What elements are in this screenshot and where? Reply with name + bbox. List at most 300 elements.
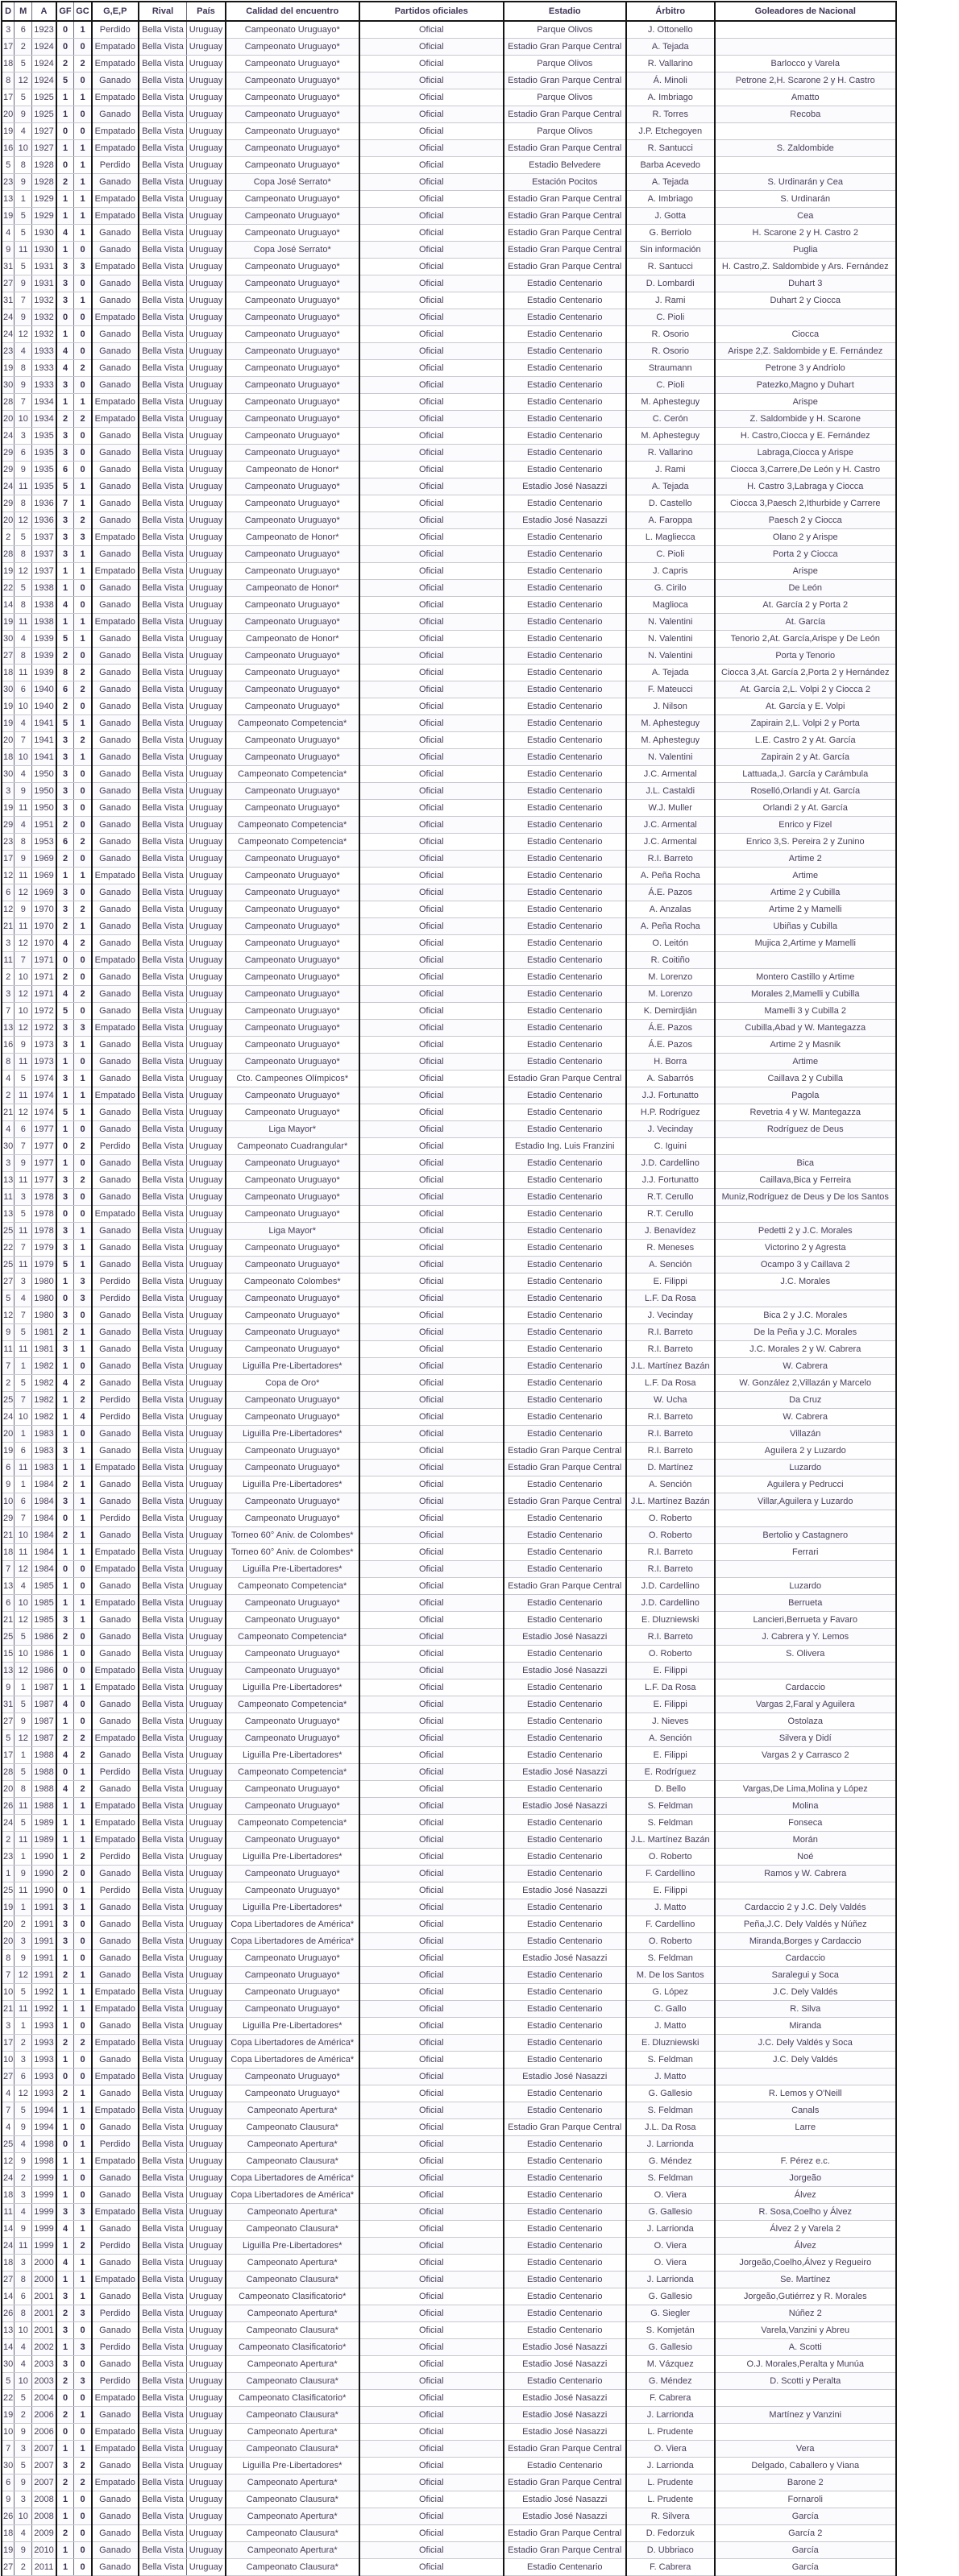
cell-stadium: Estadio Centenario xyxy=(504,2136,626,2153)
cell-day: 2 xyxy=(2,969,15,986)
cell-day: 31 xyxy=(2,292,15,309)
cell-official: Oficial xyxy=(359,1206,504,1223)
cell-day: 10 xyxy=(2,1493,15,1510)
cell-goals-against: 1 xyxy=(74,1460,92,1476)
cell-day: 29 xyxy=(2,1510,15,1527)
cell-goals-for: 4 xyxy=(56,343,74,360)
cell-scorers: Amatto xyxy=(715,89,896,106)
cell-country: Uruguay xyxy=(187,1679,226,1696)
cell-official: Oficial xyxy=(359,1392,504,1409)
cell-day: 22 xyxy=(2,2390,15,2407)
cell-goals-for: 4 xyxy=(56,2255,74,2272)
cell-country: Uruguay xyxy=(187,648,226,665)
cell-result: Ganado xyxy=(92,106,139,123)
cell-country: Uruguay xyxy=(187,580,226,597)
cell-match-type: Campeonato Uruguayo* xyxy=(226,1341,359,1358)
cell-result: Ganado xyxy=(92,2458,139,2475)
cell-goals-against: 0 xyxy=(74,2559,92,2576)
cell-scorers: Porta 2 y Ciocca xyxy=(715,546,896,563)
cell-result: Ganado xyxy=(92,1324,139,1341)
cell-rival: Bella Vista xyxy=(139,1696,187,1713)
cell-result: Empatado xyxy=(92,123,139,140)
table-row xyxy=(2,1832,896,1849)
cell-referee: M. Vázquez xyxy=(626,2356,715,2373)
cell-scorers: Cardaccio xyxy=(715,1950,896,1967)
cell-scorers: Arispe 2,Z. Saldombide y E. Fernández xyxy=(715,343,896,360)
cell-year: 1983 xyxy=(32,1460,56,1476)
cell-goals-against: 1 xyxy=(74,563,92,580)
cell-scorers: At. García y E. Volpi xyxy=(715,698,896,715)
cell-official: Oficial xyxy=(359,1527,504,1544)
cell-day: 28 xyxy=(2,546,15,563)
cell-year: 1984 xyxy=(32,1476,56,1493)
cell-month: 11 xyxy=(15,614,32,631)
cell-referee: J. Vecinday xyxy=(626,1121,715,1138)
cell-country: Uruguay xyxy=(187,1054,226,1071)
cell-stadium: Estadio Gran Parque Central xyxy=(504,1071,626,1087)
cell-result: Ganado xyxy=(92,445,139,462)
cell-rival: Bella Vista xyxy=(139,580,187,597)
cell-goals-against: 2 xyxy=(74,2035,92,2052)
cell-stadium: Estadio Centenario xyxy=(504,2035,626,2052)
cell-day: 18 xyxy=(2,2525,15,2542)
cell-year: 1987 xyxy=(32,1696,56,1713)
cell-referee: J.L. Castaldi xyxy=(626,783,715,800)
cell-goals-for: 1 xyxy=(56,2187,74,2204)
cell-result: Ganado xyxy=(92,1916,139,1933)
cell-result: Perdido xyxy=(92,1849,139,1866)
cell-scorers: Canals xyxy=(715,2102,896,2119)
cell-goals-for: 1 xyxy=(56,1679,74,1696)
cell-goals-for: 1 xyxy=(56,1984,74,2001)
cell-result: Empatado xyxy=(92,191,139,208)
cell-official: Oficial xyxy=(359,1240,504,1257)
cell-result: Ganado xyxy=(92,766,139,783)
cell-match-type: Copa Libertadores de América* xyxy=(226,1933,359,1950)
cell-official: Oficial xyxy=(359,918,504,935)
cell-country: Uruguay xyxy=(187,309,226,326)
cell-result: Ganado xyxy=(92,1646,139,1663)
cell-goals-against: 0 xyxy=(74,2390,92,2407)
cell-country: Uruguay xyxy=(187,2035,226,2052)
table-row xyxy=(2,462,896,478)
table-row xyxy=(2,1933,896,1950)
cell-stadium: Estadio Centenario xyxy=(504,1730,626,1747)
cell-goals-for: 2 xyxy=(56,1476,74,1493)
cell-result: Ganado xyxy=(92,935,139,952)
cell-month: 12 xyxy=(15,512,32,529)
cell-match-type: Campeonato Uruguayo* xyxy=(226,1510,359,1527)
cell-official: Oficial xyxy=(359,665,504,681)
cell-official: Oficial xyxy=(359,123,504,140)
cell-rival: Bella Vista xyxy=(139,1798,187,1815)
cell-scorers: S. Olivera xyxy=(715,1646,896,1663)
cell-month: 4 xyxy=(15,817,32,834)
table-row xyxy=(2,123,896,140)
cell-stadium: Estadio Centenario xyxy=(504,1392,626,1409)
table-row xyxy=(2,39,896,56)
cell-goals-against: 1 xyxy=(74,495,92,512)
cell-referee: Á.E. Pazos xyxy=(626,1020,715,1037)
cell-official: Oficial xyxy=(359,2170,504,2187)
cell-year: 2011 xyxy=(32,2559,56,2576)
cell-month: 7 xyxy=(15,1240,32,1257)
cell-month: 11 xyxy=(15,1798,32,1815)
cell-goals-for: 1 xyxy=(56,106,74,123)
cell-match-type: Campeonato Competencia* xyxy=(226,766,359,783)
cell-rival: Bella Vista xyxy=(139,732,187,749)
cell-year: 1923 xyxy=(32,21,56,39)
cell-match-type: Campeonato Competencia* xyxy=(226,817,359,834)
cell-referee: G. Siegler xyxy=(626,2305,715,2322)
cell-result: Ganado xyxy=(92,1967,139,1984)
cell-goals-for: 4 xyxy=(56,360,74,377)
cell-country: Uruguay xyxy=(187,1307,226,1324)
cell-goals-for: 1 xyxy=(56,2508,74,2525)
cell-stadium: Estadio Centenario xyxy=(504,428,626,445)
cell-match-type: Campeonato Uruguayo* xyxy=(226,72,359,89)
cell-official: Oficial xyxy=(359,1696,504,1713)
cell-rival: Bella Vista xyxy=(139,648,187,665)
cell-goals-against: 1 xyxy=(74,1476,92,1493)
cell-year: 1972 xyxy=(32,1003,56,1020)
cell-goals-for: 2 xyxy=(56,698,74,715)
cell-official: Oficial xyxy=(359,1037,504,1054)
cell-rival: Bella Vista xyxy=(139,2001,187,2018)
cell-scorers: Revetria 4 y W. Mantegazza xyxy=(715,1104,896,1121)
cell-referee: Straumann xyxy=(626,360,715,377)
cell-stadium: Estadio Ing. Luis Franzini xyxy=(504,1138,626,1155)
cell-country: Uruguay xyxy=(187,1341,226,1358)
cell-year: 1993 xyxy=(32,2035,56,2052)
cell-match-type: Campeonato Clasificatorio* xyxy=(226,2390,359,2407)
cell-goals-for: 2 xyxy=(56,56,74,72)
cell-month: 7 xyxy=(15,394,32,411)
cell-stadium: Estadio Centenario xyxy=(504,2238,626,2255)
table-row xyxy=(2,2339,896,2356)
cell-scorers: Enrico 3,S. Pereira 2 y Zunino xyxy=(715,834,896,851)
cell-country: Uruguay xyxy=(187,851,226,868)
cell-country: Uruguay xyxy=(187,411,226,428)
cell-referee: M. Aphesteguy xyxy=(626,715,715,732)
cell-goals-for: 3 xyxy=(56,1223,74,1240)
cell-official: Oficial xyxy=(359,1984,504,2001)
table-row xyxy=(2,343,896,360)
cell-month: 5 xyxy=(15,1206,32,1223)
cell-day: 18 xyxy=(2,2187,15,2204)
cell-stadium: Estadio Centenario xyxy=(504,1358,626,1375)
cell-country: Uruguay xyxy=(187,681,226,698)
cell-match-type: Campeonato Clausura* xyxy=(226,2525,359,2542)
cell-official: Oficial xyxy=(359,2102,504,2119)
cell-day: 13 xyxy=(2,1663,15,1679)
cell-rival: Bella Vista xyxy=(139,2508,187,2525)
cell-goals-against: 0 xyxy=(74,1950,92,1967)
cell-goals-against: 0 xyxy=(74,800,92,817)
cell-rival: Bella Vista xyxy=(139,935,187,952)
cell-result: Ganado xyxy=(92,2052,139,2069)
cell-goals-for: 0 xyxy=(56,1510,74,1527)
cell-month: 9 xyxy=(15,309,32,326)
cell-match-type: Campeonato Uruguayo* xyxy=(226,495,359,512)
cell-day: 6 xyxy=(2,2475,15,2491)
cell-year: 1928 xyxy=(32,174,56,191)
cell-match-type: Campeonato Uruguayo* xyxy=(226,1240,359,1257)
cell-country: Uruguay xyxy=(187,242,226,259)
cell-stadium: Estadio Centenario xyxy=(504,2204,626,2221)
cell-match-type: Campeonato Competencia* xyxy=(226,834,359,851)
cell-scorers: Muniz,Rodríguez de Deus y De los Santos xyxy=(715,1189,896,1206)
cell-year: 1929 xyxy=(32,191,56,208)
cell-referee: L.F. Da Rosa xyxy=(626,1679,715,1696)
cell-day: 27 xyxy=(2,2069,15,2085)
cell-rival: Bella Vista xyxy=(139,275,187,292)
cell-result: Empatado xyxy=(92,1561,139,1578)
cell-day: 24 xyxy=(2,428,15,445)
cell-month: 5 xyxy=(15,2102,32,2119)
cell-scorers: O.J. Morales,Peralta y Munúa xyxy=(715,2356,896,2373)
cell-match-type: Liguilla Pre-Libertadores* xyxy=(226,1358,359,1375)
table-row xyxy=(2,2475,896,2491)
cell-country: Uruguay xyxy=(187,1426,226,1443)
cell-official: Oficial xyxy=(359,783,504,800)
cell-referee: A. Tejada xyxy=(626,174,715,191)
cell-rival: Bella Vista xyxy=(139,1899,187,1916)
cell-official: Oficial xyxy=(359,1409,504,1426)
cell-month: 10 xyxy=(15,2508,32,2525)
cell-goals-for: 2 xyxy=(56,1866,74,1882)
header-month: M xyxy=(15,2,32,21)
cell-country: Uruguay xyxy=(187,1189,226,1206)
cell-result: Empatado xyxy=(92,89,139,106)
cell-day: 29 xyxy=(2,445,15,462)
cell-official: Oficial xyxy=(359,2204,504,2221)
cell-result: Ganado xyxy=(92,2255,139,2272)
cell-match-type: Campeonato Uruguayo* xyxy=(226,2085,359,2102)
table-row xyxy=(2,2356,896,2373)
cell-match-type: Campeonato Uruguayo* xyxy=(226,445,359,462)
cell-result: Ganado xyxy=(92,2119,139,2136)
cell-result: Ganado xyxy=(92,2170,139,2187)
cell-stadium: Estadio José Nasazzi xyxy=(504,1764,626,1781)
cell-country: Uruguay xyxy=(187,1071,226,1087)
cell-year: 1977 xyxy=(32,1121,56,1138)
cell-month: 3 xyxy=(15,1933,32,1950)
cell-goals-for: 2 xyxy=(56,174,74,191)
cell-stadium: Estadio Gran Parque Central xyxy=(504,191,626,208)
cell-stadium: Estadio Centenario xyxy=(504,2255,626,2272)
cell-goals-against: 1 xyxy=(74,1882,92,1899)
cell-day: 3 xyxy=(2,2018,15,2035)
cell-country: Uruguay xyxy=(187,72,226,89)
cell-stadium: Estadio Centenario xyxy=(504,2187,626,2204)
cell-rival: Bella Vista xyxy=(139,1104,187,1121)
cell-scorers: Rodríguez de Deus xyxy=(715,1121,896,1138)
cell-country: Uruguay xyxy=(187,1747,226,1764)
cell-result: Ganado xyxy=(92,1696,139,1713)
cell-scorers: Z. Saldombide y H. Scarone xyxy=(715,411,896,428)
cell-year: 1974 xyxy=(32,1104,56,1121)
cell-official: Oficial xyxy=(359,2491,504,2508)
cell-match-type: Campeonato Clausura* xyxy=(226,2322,359,2339)
cell-referee: C. Iguini xyxy=(626,1138,715,1155)
cell-scorers: At. García 2 y Porta 2 xyxy=(715,597,896,614)
cell-stadium: Estadio Centenario xyxy=(504,1510,626,1527)
cell-goals-against: 1 xyxy=(74,1104,92,1121)
cell-referee: A. Sención xyxy=(626,1257,715,1274)
table-row xyxy=(2,1696,896,1713)
cell-country: Uruguay xyxy=(187,1003,226,1020)
cell-stadium: Estadio Centenario xyxy=(504,2153,626,2170)
cell-referee: D. Ubbriaco xyxy=(626,2542,715,2559)
cell-day: 12 xyxy=(2,868,15,884)
cell-match-type: Campeonato de Honor* xyxy=(226,462,359,478)
cell-country: Uruguay xyxy=(187,2255,226,2272)
cell-goals-for: 3 xyxy=(56,1172,74,1189)
cell-referee: G. Gallesio xyxy=(626,2288,715,2305)
table-row xyxy=(2,2390,896,2407)
cell-scorers: Barone 2 xyxy=(715,2475,896,2491)
cell-country: Uruguay xyxy=(187,1544,226,1561)
cell-goals-against: 1 xyxy=(74,2001,92,2018)
cell-goals-against: 3 xyxy=(74,529,92,546)
cell-stadium: Estadio José Nasazzi xyxy=(504,1950,626,1967)
cell-scorers xyxy=(715,2424,896,2441)
cell-rival: Bella Vista xyxy=(139,614,187,631)
cell-rival: Bella Vista xyxy=(139,1679,187,1696)
cell-official: Oficial xyxy=(359,1730,504,1747)
cell-country: Uruguay xyxy=(187,1037,226,1054)
cell-match-type: Campeonato de Honor* xyxy=(226,631,359,648)
cell-goals-against: 1 xyxy=(74,1037,92,1054)
cell-result: Ganado xyxy=(92,1358,139,1375)
table-row xyxy=(2,157,896,174)
cell-month: 8 xyxy=(15,495,32,512)
cell-official: Oficial xyxy=(359,800,504,817)
cell-day: 28 xyxy=(2,394,15,411)
cell-rival: Bella Vista xyxy=(139,89,187,106)
cell-country: Uruguay xyxy=(187,1764,226,1781)
cell-rival: Bella Vista xyxy=(139,834,187,851)
cell-year: 1934 xyxy=(32,394,56,411)
cell-goals-against: 1 xyxy=(74,1832,92,1849)
cell-official: Oficial xyxy=(359,834,504,851)
cell-goals-for: 1 xyxy=(56,1950,74,1967)
cell-official: Oficial xyxy=(359,242,504,259)
cell-result: Empatado xyxy=(92,2069,139,2085)
cell-goals-for: 1 xyxy=(56,1274,74,1290)
cell-month: 11 xyxy=(15,1341,32,1358)
cell-referee: J. Ottonello xyxy=(626,21,715,39)
table-row xyxy=(2,360,896,377)
cell-year: 1927 xyxy=(32,140,56,157)
cell-goals-for: 0 xyxy=(56,2390,74,2407)
cell-referee: N. Valentini xyxy=(626,648,715,665)
cell-month: 3 xyxy=(15,1274,32,1290)
cell-stadium: Estadio José Nasazzi xyxy=(504,1882,626,1899)
cell-official: Oficial xyxy=(359,851,504,868)
cell-goals-against: 2 xyxy=(74,1730,92,1747)
cell-scorers: Zapirain 2 y At. García xyxy=(715,749,896,766)
cell-day: 17 xyxy=(2,89,15,106)
cell-day: 7 xyxy=(2,1003,15,1020)
cell-goals-against: 1 xyxy=(74,1967,92,1984)
cell-stadium: Estadio Centenario xyxy=(504,2458,626,2475)
cell-goals-for: 5 xyxy=(56,1104,74,1121)
cell-rival: Bella Vista xyxy=(139,2187,187,2204)
cell-official: Oficial xyxy=(359,2305,504,2322)
table-row xyxy=(2,377,896,394)
cell-month: 8 xyxy=(15,648,32,665)
cell-match-type: Campeonato Apertura* xyxy=(226,2102,359,2119)
cell-stadium: Estadio Centenario xyxy=(504,411,626,428)
cell-month: 5 xyxy=(15,1764,32,1781)
cell-match-type: Campeonato Uruguayo* xyxy=(226,1595,359,1612)
cell-official: Oficial xyxy=(359,377,504,394)
cell-match-type: Campeonato Uruguayo* xyxy=(226,1443,359,1460)
cell-year: 1950 xyxy=(32,766,56,783)
table-row xyxy=(2,1274,896,1290)
cell-goals-for: 1 xyxy=(56,1409,74,1426)
cell-year: 1986 xyxy=(32,1646,56,1663)
cell-goals-for: 2 xyxy=(56,2407,74,2424)
cell-year: 1985 xyxy=(32,1595,56,1612)
cell-month: 11 xyxy=(15,1257,32,1274)
cell-goals-against: 0 xyxy=(74,1696,92,1713)
cell-scorers: Se. Martínez xyxy=(715,2272,896,2288)
cell-official: Oficial xyxy=(359,1899,504,1916)
cell-country: Uruguay xyxy=(187,1358,226,1375)
cell-stadium: Estadio Centenario xyxy=(504,275,626,292)
cell-year: 1987 xyxy=(32,1679,56,1696)
cell-rival: Bella Vista xyxy=(139,2102,187,2119)
cell-year: 1981 xyxy=(32,1324,56,1341)
cell-rival: Bella Vista xyxy=(139,360,187,377)
cell-goals-against: 0 xyxy=(74,2491,92,2508)
cell-official: Oficial xyxy=(359,1375,504,1392)
cell-scorers: Montero Castillo y Artime xyxy=(715,969,896,986)
cell-month: 11 xyxy=(15,2238,32,2255)
cell-referee: J.D. Cardellino xyxy=(626,1155,715,1172)
cell-rival: Bella Vista xyxy=(139,1646,187,1663)
cell-month: 2 xyxy=(15,1916,32,1933)
cell-result: Empatado xyxy=(92,614,139,631)
cell-rival: Bella Vista xyxy=(139,242,187,259)
cell-result: Ganado xyxy=(92,648,139,665)
cell-match-type: Campeonato Clausura* xyxy=(226,2559,359,2576)
cell-year: 1984 xyxy=(32,1493,56,1510)
cell-year: 1999 xyxy=(32,2204,56,2221)
cell-goals-against: 0 xyxy=(74,1561,92,1578)
cell-day: 10 xyxy=(2,2424,15,2441)
cell-month: 1 xyxy=(15,1849,32,1866)
header-goals-for: GF xyxy=(56,2,74,21)
table-row xyxy=(2,681,896,698)
cell-country: Uruguay xyxy=(187,1713,226,1730)
cell-referee: R. Silvera xyxy=(626,2508,715,2525)
cell-year: 1985 xyxy=(32,1612,56,1629)
cell-day: 8 xyxy=(2,1950,15,1967)
cell-result: Ganado xyxy=(92,1037,139,1054)
cell-day: 27 xyxy=(2,2559,15,2576)
cell-match-type: Liga Mayor* xyxy=(226,1121,359,1138)
cell-result: Ganado xyxy=(92,1426,139,1443)
table-row xyxy=(2,2052,896,2069)
cell-day: 20 xyxy=(2,512,15,529)
cell-scorers: H. Castro,Z. Saldombide y Ars. Fernández xyxy=(715,259,896,275)
cell-scorers xyxy=(715,1561,896,1578)
cell-goals-for: 3 xyxy=(56,546,74,563)
